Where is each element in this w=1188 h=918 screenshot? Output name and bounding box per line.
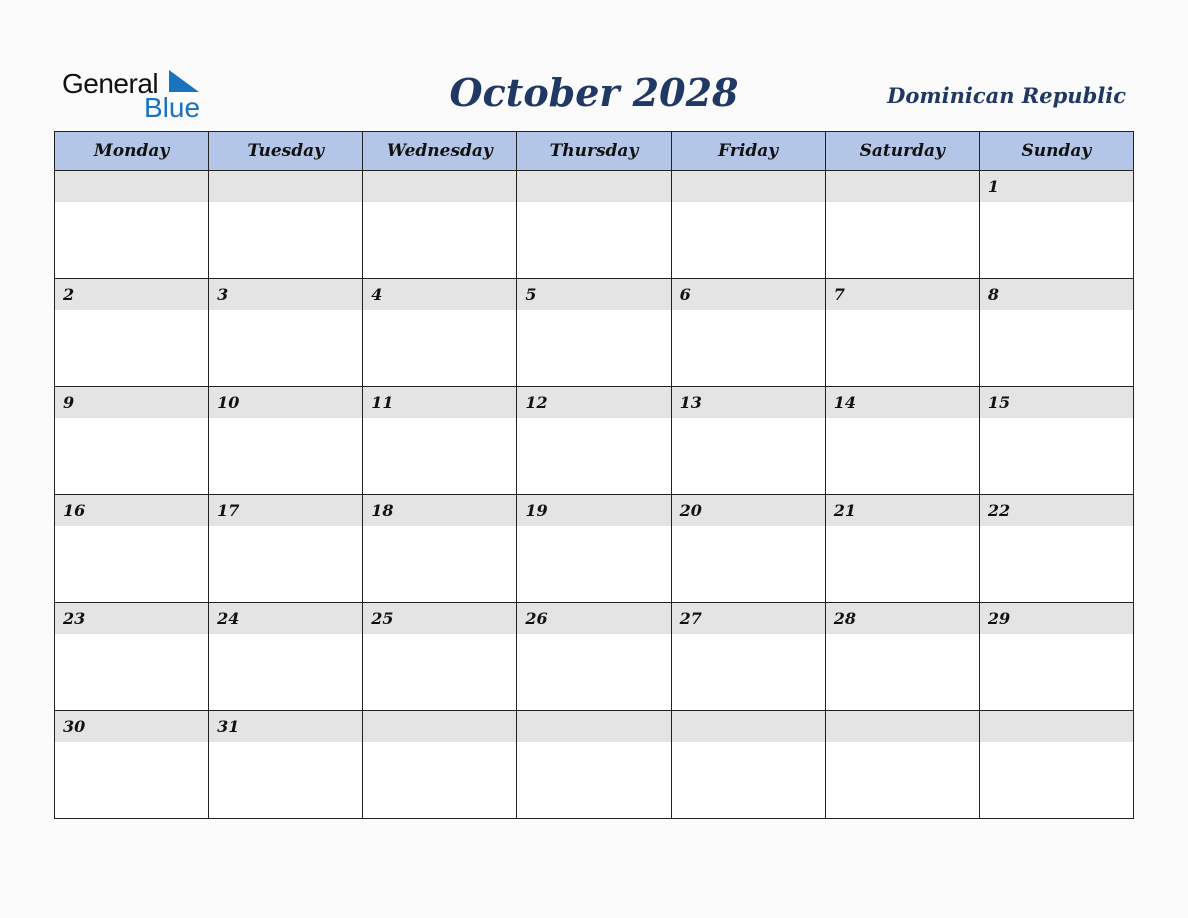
calendar-title: October 2028 bbox=[449, 70, 739, 115]
day-cell bbox=[363, 171, 517, 279]
day-cell bbox=[209, 387, 363, 495]
week-row bbox=[55, 495, 1134, 603]
day-cell bbox=[209, 495, 363, 603]
day-number bbox=[517, 711, 670, 742]
weekday-header-tuesday: Tuesday bbox=[209, 132, 363, 171]
day-cell bbox=[55, 387, 209, 495]
day-number: 24 bbox=[209, 603, 362, 634]
day-cell bbox=[825, 387, 979, 495]
weekday-header-monday: Monday bbox=[55, 132, 209, 171]
day-number: 21 bbox=[826, 495, 979, 526]
day-number: 15 bbox=[980, 387, 1133, 418]
day-number: 4 bbox=[363, 279, 516, 310]
day-cell bbox=[825, 171, 979, 279]
day-number: 26 bbox=[517, 603, 670, 634]
day-cell bbox=[979, 171, 1133, 279]
day-cell bbox=[55, 495, 209, 603]
day-number: 2 bbox=[55, 279, 208, 310]
day-number bbox=[826, 171, 979, 202]
day-number bbox=[826, 711, 979, 742]
day-cell bbox=[517, 171, 671, 279]
country-name: Dominican Republic bbox=[887, 83, 1126, 108]
day-number: 5 bbox=[517, 279, 670, 310]
day-number: 23 bbox=[55, 603, 208, 634]
day-number bbox=[672, 171, 825, 202]
day-cell bbox=[671, 171, 825, 279]
day-cell bbox=[55, 279, 209, 387]
weekday-header-wednesday: Wednesday bbox=[363, 132, 517, 171]
week-row bbox=[55, 711, 1134, 819]
day-number: 31 bbox=[209, 711, 362, 742]
day-cell bbox=[671, 387, 825, 495]
day-number: 11 bbox=[363, 387, 516, 418]
day-number: 17 bbox=[209, 495, 362, 526]
day-number: 27 bbox=[672, 603, 825, 634]
day-number: 28 bbox=[826, 603, 979, 634]
day-cell bbox=[979, 711, 1133, 819]
weekday-header-row bbox=[55, 132, 1134, 171]
day-cell bbox=[671, 495, 825, 603]
day-cell bbox=[517, 495, 671, 603]
day-cell bbox=[825, 711, 979, 819]
day-number: 9 bbox=[55, 387, 208, 418]
day-cell bbox=[671, 603, 825, 711]
day-cell bbox=[209, 279, 363, 387]
day-number bbox=[980, 711, 1133, 742]
day-number: 3 bbox=[209, 279, 362, 310]
week-row bbox=[55, 171, 1134, 279]
day-number: 6 bbox=[672, 279, 825, 310]
day-number: 16 bbox=[55, 495, 208, 526]
day-number: 29 bbox=[980, 603, 1133, 634]
day-cell bbox=[671, 711, 825, 819]
day-cell bbox=[979, 279, 1133, 387]
day-cell bbox=[825, 603, 979, 711]
day-number: 25 bbox=[363, 603, 516, 634]
day-cell bbox=[979, 495, 1133, 603]
day-number bbox=[363, 711, 516, 742]
day-number: 8 bbox=[980, 279, 1133, 310]
day-number: 22 bbox=[980, 495, 1133, 526]
weekday-header-sunday: Sunday bbox=[979, 132, 1133, 171]
day-number: 10 bbox=[209, 387, 362, 418]
day-number: 12 bbox=[517, 387, 670, 418]
day-cell bbox=[209, 603, 363, 711]
day-number bbox=[363, 171, 516, 202]
day-cell bbox=[363, 279, 517, 387]
week-row bbox=[55, 603, 1134, 711]
day-number: 13 bbox=[672, 387, 825, 418]
day-number: 1 bbox=[980, 171, 1133, 202]
day-cell bbox=[671, 279, 825, 387]
day-cell bbox=[517, 711, 671, 819]
day-cell bbox=[55, 603, 209, 711]
day-number: 19 bbox=[517, 495, 670, 526]
day-cell bbox=[55, 711, 209, 819]
day-cell bbox=[979, 603, 1133, 711]
day-cell bbox=[209, 171, 363, 279]
day-cell bbox=[363, 603, 517, 711]
logo-text-general: General bbox=[62, 68, 159, 99]
day-number: 14 bbox=[826, 387, 979, 418]
day-number bbox=[55, 171, 208, 202]
week-row bbox=[55, 279, 1134, 387]
day-cell bbox=[825, 495, 979, 603]
calendar-grid bbox=[54, 131, 1134, 819]
logo-text-blue: Blue bbox=[144, 92, 201, 123]
day-number: 18 bbox=[363, 495, 516, 526]
day-cell bbox=[517, 279, 671, 387]
day-number: 7 bbox=[826, 279, 979, 310]
weekday-header-friday: Friday bbox=[671, 132, 825, 171]
day-cell bbox=[55, 171, 209, 279]
day-cell bbox=[363, 387, 517, 495]
day-cell bbox=[825, 279, 979, 387]
day-cell bbox=[209, 711, 363, 819]
day-number: 20 bbox=[672, 495, 825, 526]
day-cell bbox=[363, 495, 517, 603]
day-number: 30 bbox=[55, 711, 208, 742]
weekday-header-saturday: Saturday bbox=[825, 132, 979, 171]
day-cell bbox=[979, 387, 1133, 495]
day-cell bbox=[517, 603, 671, 711]
day-number bbox=[672, 711, 825, 742]
day-number bbox=[209, 171, 362, 202]
day-cell bbox=[363, 711, 517, 819]
weekday-header-thursday: Thursday bbox=[517, 132, 671, 171]
day-cell bbox=[517, 387, 671, 495]
day-number bbox=[517, 171, 670, 202]
week-row bbox=[55, 387, 1134, 495]
